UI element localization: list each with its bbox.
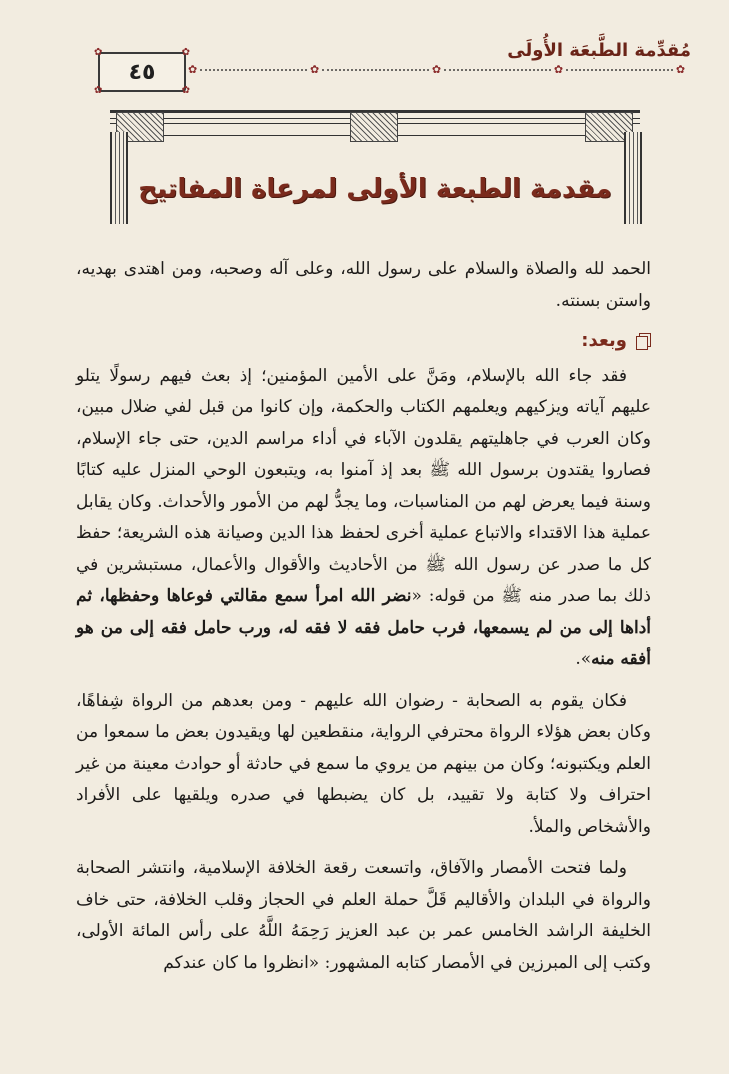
paragraph-3: فكان يقوم به الصحابة - رضوان الله عليهم - ومن بعدهم من الرواة شِفاهًا، وكان بعض هؤلاء الرواة محترفي الرواية، منقطعين لها ويقيدون بعض ما سمعوا من العلم ويكتبونه؛ وكان من بينهم من يروي ما سمع في حادثة أو حوادث معينة من غير احتراف ولا كتابة ولا تقييد، بل كان يضبطها في صدره ويلقيها على الأفراد والأشخاص والملأ. xyxy=(76,690,651,837)
page-title: مقدمة الطبعة الأولى لمرعاة المفاتيح xyxy=(138,174,612,204)
hadith-quote: نضر الله امرأ سمع مقالتي فوعاها وحفظها، ثم أداها إلى من لم يسمعها، فرب حامل فقه لا فقه له، ورب حامل فقه إلى من هو أفقه منه xyxy=(76,586,651,669)
frame-motif-center xyxy=(350,112,398,142)
frame-pillar-right xyxy=(624,132,642,224)
corner-flower-icon: ✿ xyxy=(181,85,190,96)
paragraph-2-text: فقد جاء الله بالإسلام، ومَنَّ على الأمين المؤمنين؛ إذ بعث فيهم رسولًا يتلو عليهم آياته ويزكيهم ويعلمهم الكتاب والحكمة، وإن كانوا من قبل لفي ضلال مبين، وكان العرب في جاهليتهم يقلدون الآباء في أداء مراسم الدين، حتى جاء الإسلام، فصاروا يقتدون برسول الله ﷺ بعد إذ آمنوا به، ويتبعون الوحي المنزل عليه كتابًا وسنة فيما يعرض لهم من المناسبات، وما يجدُّ لهم من الأمور والأحداث. وكان يقابل عملية هذا الاقتداء والاتباع عملية أخرى لحفظ هذا الدين وصيانة هذه الشريعة؛ حفظ كل ما صدر عن رسول الله ﷺ من الأحاديث والأقوال والأعمال، مستبشرين في ذلك بما صدر منه ﷺ من قوله: « xyxy=(76,365,651,606)
page-number-box xyxy=(94,47,190,96)
subheading-label: وبعد: xyxy=(581,330,627,351)
corner-flower-icon: ✿ xyxy=(181,47,190,58)
paragraph-intro: الحمد لله والصلاة والسلام على رسول الله، وعلى آله وصحبه، ومن اهتدى بهديه، واستن بسنته. xyxy=(76,259,651,311)
running-header-title: مُقدِّمة الطَّبعَة الأُولَى xyxy=(507,40,691,61)
body-text xyxy=(76,254,651,979)
frame-pillar-left xyxy=(110,132,128,224)
copy-icon xyxy=(635,333,651,349)
page-number: ٤٥ xyxy=(128,59,156,85)
header-ornament-rule: ✿ ✿ ✿ ✿ ✿ xyxy=(188,63,686,76)
paragraph-2-end: ». xyxy=(575,649,592,669)
corner-flower-icon: ✿ xyxy=(94,85,103,96)
corner-flower-icon: ✿ xyxy=(94,47,103,58)
subheading xyxy=(76,325,651,357)
paragraph-4: ولما فتحت الأمصار والآفاق، واتسعت رقعة الخلافة الإسلامية، وانتشر الصحابة والرواة في البلدان والأقاليم قَلَّ حملة العلم في الحجاز وقلب الخلافة، حتى خاف الخليفة الراشد الخامس عمر بن عبد العزيز رَحِمَهُ اللَّهُ على رأس المائة الأولى، وكتب إلى المبرزين في الأمصار كتابه المشهور: «انظروا ما كان عندكم xyxy=(76,858,651,973)
paragraph-2 xyxy=(76,361,651,676)
